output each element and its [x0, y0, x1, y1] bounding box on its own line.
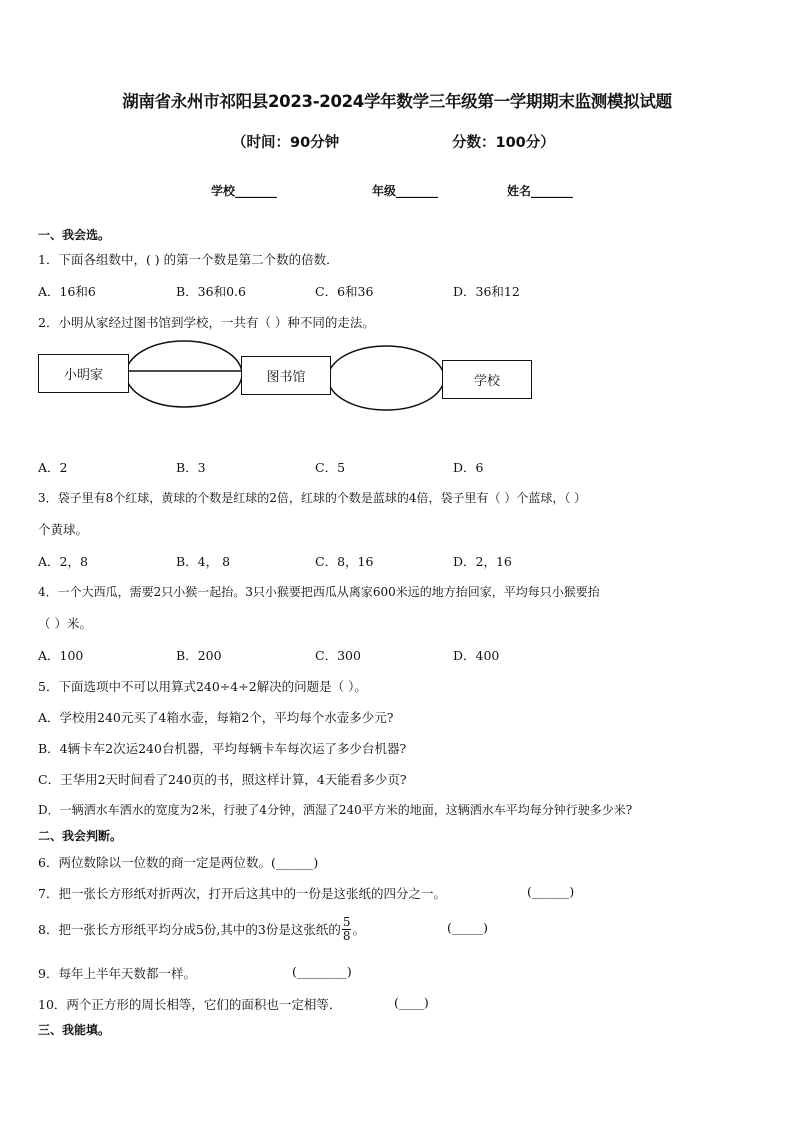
question-4-option-c: C．300 — [315, 648, 361, 663]
question-1-option-b: B．36和0.6 — [176, 284, 246, 299]
question-10-blank[interactable]: (____) — [394, 995, 429, 1010]
question-3-option-d: D．2，16 — [453, 554, 512, 569]
question-5-option-c: C．王华用2天时间看了240页的书，照这样计算，4天能看多少页? — [38, 772, 407, 787]
route-ellipse-1 — [126, 341, 242, 407]
question-4-option-b: B．200 — [176, 648, 222, 663]
question-2-option-a: A．2 — [38, 460, 68, 475]
school-box: 学校 — [442, 360, 532, 399]
question-2-option-c: C．5 — [315, 460, 346, 475]
question-8-end: 。 — [352, 922, 365, 937]
question-5-option-b: B．4辆卡车2次运240台机器，平均每辆卡车每次运了多少台机器? — [38, 741, 407, 756]
question-4-stem-line2: （ ）米。 — [38, 616, 92, 631]
question-7-blank[interactable]: (______) — [527, 884, 575, 899]
question-7: 7．把一张长方形纸对折两次，打开后这其中的一份是这张纸的四分之一。 — [38, 886, 446, 901]
question-3-option-c: C．8，16 — [315, 554, 374, 569]
question-6: 6．两位数除以一位数的商一定是两位数。(______) — [38, 855, 319, 870]
question-1-option-d: D．36和12 — [453, 284, 520, 299]
question-4-option-a: A．100 — [38, 648, 84, 663]
fraction-numerator: 5 — [342, 914, 351, 929]
section-heading-fill: 三、我能填。 — [38, 1023, 111, 1037]
exam-time: （时间：90分钟 — [232, 135, 340, 151]
question-1-option-a: A．16和6 — [38, 284, 96, 299]
question-8-text: 8．把一张长方形纸平均分成5份,其中的3份是这张纸的 — [38, 922, 341, 937]
question-2-stem: 2．小明从家经过图书馆到学校，一共有（ ）种不同的走法。 — [38, 315, 375, 330]
page-title: 湖南省永州市祁阳县2023-2024学年数学三年级第一学期期末监测模拟试题 — [122, 92, 672, 111]
exam-score: 分数：100分） — [452, 135, 555, 151]
school-field: 学校_______ — [211, 184, 278, 198]
question-9: 9．每年上半年天数都一样。 — [38, 966, 196, 981]
question-3-option-a: A．2，8 — [38, 554, 88, 569]
question-5-option-d: D．一辆洒水车洒水的宽度为2米，行驶了4分钟，洒湿了240平方米的地面，这辆洒水车平均每分钟行驶多少米? — [38, 803, 633, 817]
question-8 — [38, 912, 365, 946]
question-1-option-c: C．6和36 — [315, 284, 374, 299]
question-2-option-d: D．6 — [453, 460, 484, 475]
section-heading-choice: 一、我会选。 — [38, 228, 111, 242]
question-1-stem: 1．下面各组数中，( ) 的第一个数是第二个数的倍数． — [38, 252, 339, 267]
question-3-stem-line2: 个黄球。 — [38, 522, 89, 537]
fraction-denominator: 8 — [342, 928, 351, 943]
library-box: 图书馆 — [241, 356, 331, 395]
question-5-option-a: A．学校用240元买了4箱水壶，每箱2个，平均每个水壶多少元? — [38, 710, 394, 725]
question-9-blank[interactable]: (________) — [292, 964, 352, 979]
question-4-option-d: D．400 — [453, 648, 500, 663]
question-2-option-b: B．3 — [176, 460, 206, 475]
grade-field: 年级_______ — [372, 184, 439, 198]
fraction-five-eighths — [342, 916, 352, 943]
home-box: 小明家 — [38, 354, 129, 393]
name-field: 姓名_______ — [507, 184, 574, 198]
question-4-stem-line1: 4．一个大西瓜，需要2只小猴一起抬。3只小猴要把西瓜从离家600米远的地方抬回家，平均每只小猴要抬 — [38, 585, 600, 599]
question-3-option-b: B．4， 8 — [176, 554, 231, 569]
question-5-stem: 5．下面选项中不可以用算式240÷4÷2解决的问题是（ ）。 — [38, 679, 367, 694]
question-10: 10．两个正方形的周长相等，它们的面积也一定相等． — [38, 997, 342, 1012]
section-heading-judge: 二、我会判断。 — [38, 829, 123, 843]
question-8-blank[interactable]: (_____) — [447, 920, 489, 935]
question-3-stem-line1: 3．袋子里有8个红球，黄球的个数是红球的2倍，红球的个数是蓝球的4倍，袋子里有（ ）个蓝球，（ ） — [38, 491, 587, 505]
route-ellipse-2 — [328, 346, 444, 410]
